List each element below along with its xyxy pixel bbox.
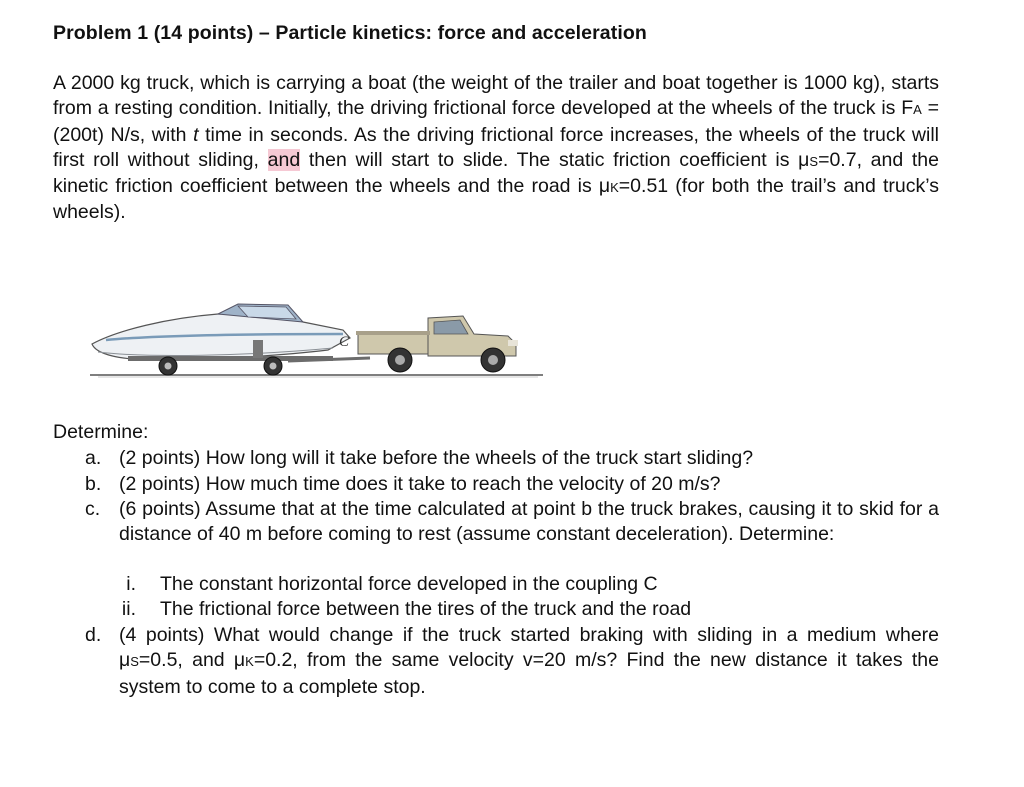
variable-t: t <box>193 123 199 146</box>
highlighted-word: and <box>267 148 301 171</box>
question-marker: d. <box>85 624 102 646</box>
determine-label: Determine: <box>53 421 149 443</box>
question-marker: ii. <box>121 598 136 620</box>
subscript-k: K <box>245 654 254 670</box>
question-marker: i. <box>126 573 136 595</box>
question-text-part: =0.5, and μ <box>138 649 246 672</box>
statement-text: then will start to slide. The static friction coefficient is μ <box>300 148 810 171</box>
statement-text: =0.7, and the kinetic friction coefficient between the wheels and the road is μ <box>53 148 939 198</box>
question-text: (2 points) How much time does it take to reach the velocity of 20 m/s? <box>119 473 721 495</box>
question-marker: b. <box>85 473 102 495</box>
statement-text: A 2000 kg truck, which is carrying a boat (the weight of the trailer and boat together is 1000 kg), starts from a resting condition. Initially, the driving frictional force developed at the wheels of the truck is F <box>53 72 939 120</box>
statement-text: = (200t) N/s, with <box>53 97 939 146</box>
problem-title: Problem 1 (14 points) – Particle kinetics: force and acceleration <box>53 22 647 44</box>
subscript-a: A <box>913 102 922 118</box>
question-text-part: (4 points) What would change if the truck started braking with sliding in a medium where μ <box>119 624 939 672</box>
question-text: The constant horizontal force developed in the coupling C <box>160 573 658 595</box>
question-marker: a. <box>85 447 102 469</box>
question-text: The frictional force between the tires of the truck and the road <box>160 598 692 620</box>
question-text-part: =0.2, from the same velocity v=20 m/s? Find the new distance it takes the system to come to a complete stop. <box>119 649 939 698</box>
problem-statement <box>53 71 939 226</box>
truck-boat-figure <box>88 300 548 390</box>
statement-text: =0.51 (for both the trail’s and truck’s wheels). <box>53 175 939 224</box>
truck <box>356 316 518 372</box>
question-marker: c. <box>85 498 101 520</box>
question-text: (6 points) Assume that at the time calculated at point b the truck brakes, causing it to skid for a distance of 40 m before coming to rest (assume constant deceleration). Determine: <box>119 498 939 546</box>
question-text: (2 points) How long will it take before the wheels of the truck start sliding? <box>119 447 754 469</box>
question-text <box>119 623 939 700</box>
coupling-label: C <box>339 334 350 350</box>
subscript-s: S <box>809 153 819 169</box>
subscript-k: K <box>610 180 619 196</box>
subscript-s: S <box>130 654 139 670</box>
statement-text: time in seconds. As the driving frictional force increases, the wheels of the truck will first roll without sliding, <box>53 123 939 171</box>
boat <box>92 304 350 360</box>
